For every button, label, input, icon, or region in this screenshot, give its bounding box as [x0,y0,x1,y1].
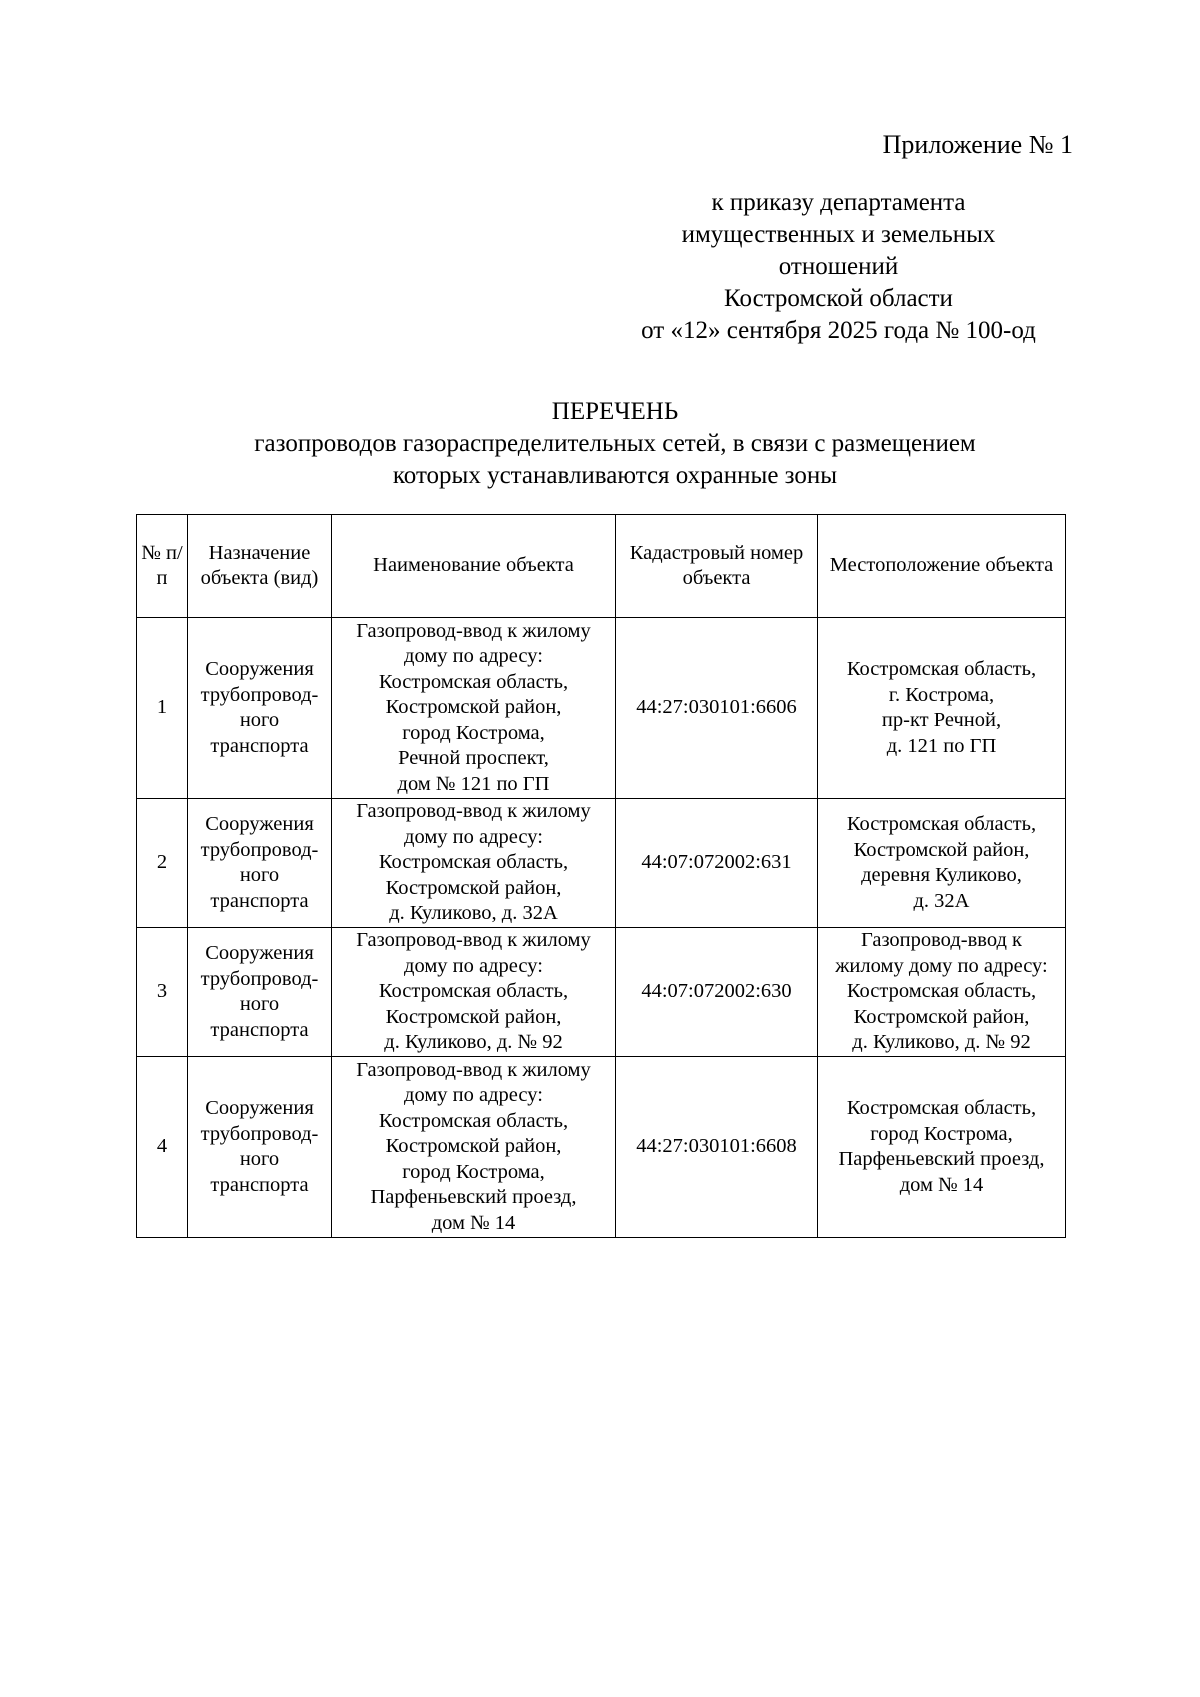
appendix-title: Приложение № 1 [882,130,1073,159]
cell-location: Костромская область, город Кострома, Парфеньевский проезд, дом № 14 [818,1057,1066,1238]
heading-subtitle-line: которых устанавливаются охранные зоны [392,462,838,489]
header-number: № п/п [137,515,188,618]
cell-object-name: Газопровод-ввод к жилому дому по адресу: Костромская область, Костромской район, д. Куликово, д. № 92 [332,928,616,1057]
document-heading [130,396,1100,492]
cell-object-name: Газопровод-ввод к жилому дому по адресу: Костромская область, Костромской район, д. Куликово, д. 32А [332,799,616,928]
appendix-reference [606,187,1071,347]
table-row [137,928,1066,1057]
header-object-name: Наименование объекта [332,515,616,618]
cell-number: 3 [137,928,188,1057]
appendix-ref-line: отношений [778,253,899,280]
cell-location: Костромская область, г. Кострома, пр-кт Речной, д. 121 по ГП [818,618,1066,799]
cell-number: 2 [137,799,188,928]
table-row [137,799,1066,928]
heading-subtitle-line: газопроводов газораспределительных сетей, в связи с размещением [254,430,976,457]
cell-number: 4 [137,1057,188,1238]
cell-object-name: Газопровод-ввод к жилому дому по адресу: Костромская область, Костромской район, город Кострома, Парфеньевский проезд, дом № 14 [332,1057,616,1238]
table-row [137,618,1066,799]
heading-title: ПЕРЕЧЕНЬ [551,398,679,425]
appendix-ref-line: имущественных и земельных [681,221,996,248]
header-purpose: Назначение объекта (вид) [188,515,332,618]
table-row [137,1057,1066,1238]
cell-number: 1 [137,618,188,799]
appendix-ref-line: Костромской области [724,285,953,312]
cell-object-name: Газопровод-ввод к жилому дому по адресу: Костромская область, Костромской район, город Кострома, Речной проспект, дом № 121 по ГП [332,618,616,799]
appendix-ref-line: к приказу департамента [711,189,966,216]
table-header-row [137,515,1066,618]
cell-location: Газопровод-ввод к жилому дому по адресу: Костромская область, Костромской район, д. Куликово, д. № 92 [818,928,1066,1057]
cell-cadastral-number: 44:27:030101:6606 [616,618,818,799]
cell-purpose: Сооружения трубопровод- ного транспорта [188,1057,332,1238]
cell-location: Костромская область, Костромской район, деревня Куликово, д. 32А [818,799,1066,928]
cell-purpose: Сооружения трубопровод- ного транспорта [188,928,332,1057]
cell-cadastral-number: 44:07:072002:630 [616,928,818,1057]
cell-cadastral-number: 44:07:072002:631 [616,799,818,928]
appendix-ref-line: от «12» сентября 2025 года № 100-од [641,317,1036,344]
cell-purpose: Сооружения трубопровод- ного транспорта [188,618,332,799]
pipeline-registry-table [136,514,1066,1238]
header-cadastral-number: Кадастровый номер объекта [616,515,818,618]
header-location: Местоположение объекта [818,515,1066,618]
cell-purpose: Сооружения трубопровод- ного транспорта [188,799,332,928]
cell-cadastral-number: 44:27:030101:6608 [616,1057,818,1238]
